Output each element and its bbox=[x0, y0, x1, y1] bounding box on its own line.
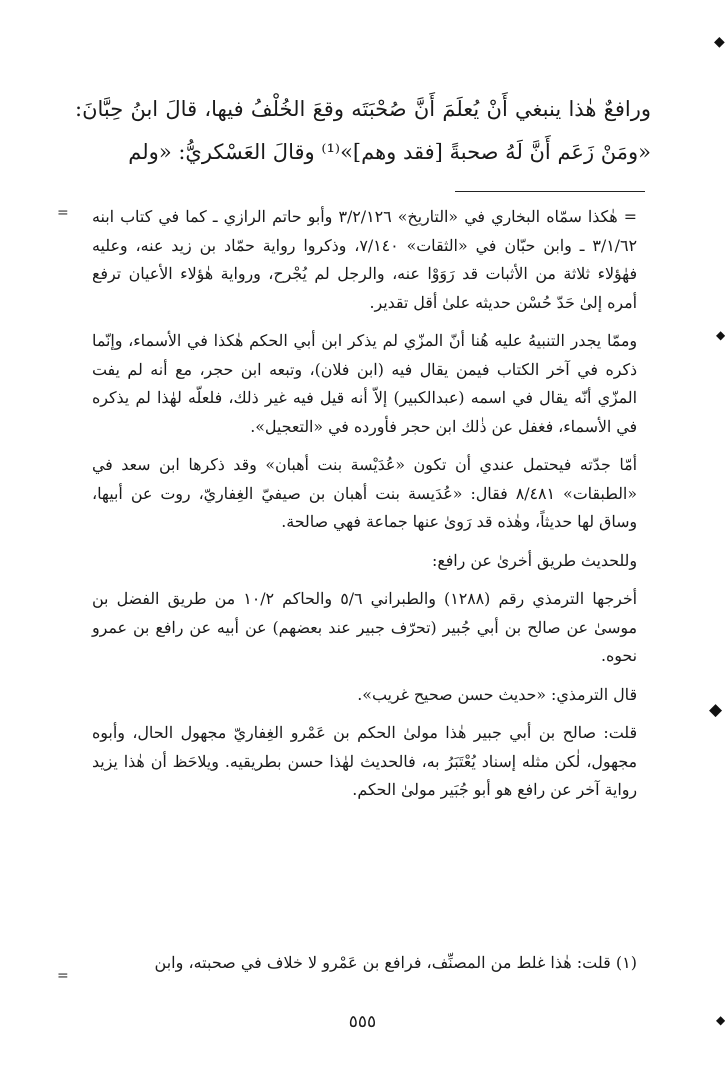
edge-mark: ◆ bbox=[709, 700, 723, 720]
commentary-paragraph: = هٰكذا سمّاه البخاري في «التاريخ» ٣/٢/١٢٦ وأبو حاتم الرازي ـ كما في كتاب ابنه ٣/١/٦٢ ـ وابن حبّان في «الثقات» ٧/١٤٠، وذكروا رواية حمّاد بن زيد عنه، وعليه فهٰؤلاء ثلاثة من الأثبات قد رَوَوْا عنه، والرجل لم يُجْرح، ورواية هٰؤلاء الأعيان ترفع أمره إلىٰ حَدّ حُسْن حديثه علىٰ أقل تقدير. bbox=[92, 207, 637, 312]
commentary-paragraph: وللحديث طريق أخرىٰ عن رافع: bbox=[432, 550, 637, 570]
main-text: ورافعٌ هٰذا ينبغي أَنْ يُعلَمَ أَنَّ صُحْبَتَه وقعَ الخُلْفُ فيها، قالَ ابنُ حِبَّانَ: «ومَنْ زَعَم أَنَّ لَهُ صحبةً [فقد وهم]»⁽¹⁾ وقالَ العَسْكريُّ: «ولم bbox=[75, 97, 651, 164]
commentary-paragraph: قلت: صالح بن أبي جبير هٰذا مولىٰ الحكم بن عَمْرو الغِفاريّ مجهول الحال، وأبوه مجهول، لٰكن مثله إسناد يُعْتَبَرُ به، فالحديث لهٰذا حسن بطريقيه. ويلاحَظ أن هٰذا يزيد رواية آخر عن رافع هو أبو جُبَير مولىٰ الحكم. bbox=[92, 723, 637, 799]
commentary-paragraph: أمّا جدّته فيحتمل عندي أن تكون «عُدَيْسة بنت أهبان» وقد ذكرها ابن سعد في «الطبقات» ٨/٤٨١ فقال: «عُدَيسة بنت أهبان بن صيفيّ الغِفاريّ، روت عن أبيها، وساق لها حديثاً، وهٰذه قد رَوىٰ عنها جماعة فهي صالحة. bbox=[92, 455, 637, 531]
edge-mark: ◆ bbox=[716, 328, 725, 342]
commentary-paragraph: أخرجها الترمذي رقم (١٢٨٨) والطبراني ٥/٦ والحاكم ١٠/٢ من طريق الفضل بن موسىٰ عن صالح بن أبي جُبير (تحرّف جبير عند بعضهم) عن أبيه عن رافع بن عمرو نحوه. bbox=[92, 589, 638, 665]
footnote-separator bbox=[455, 191, 645, 192]
commentary-paragraph: وممّا يجدر التنبيهُ عليه هُنا أنّ المزّي لم يذكر ابن أبي الحكم هٰكذا في الأسماء، وإنّما ذكره في آخر الكتاب فيمن يقال فيه (ابن فلان)، وتبعه ابن حجر، مع أنه لم يفت المزّي أنّه يقال في اسمه (عبدالكبير) إلاّ أنه قيل فيه غير ذلك، فلعلّه لهٰذا لم يذكره في الأسماء، فغفل عن ذٰلك ابن حجر فأورده في «التعجيل». bbox=[92, 331, 637, 436]
commentary-paragraph: قال الترمذي: «حديث حسن صحيح غريب». bbox=[357, 684, 637, 704]
continuation-mark: = bbox=[57, 968, 69, 984]
continuation-mark: = bbox=[57, 205, 69, 221]
commentary bbox=[92, 203, 637, 805]
footnote: (١) قلت: هٰذا غلط من المصنِّف، فرافع بن عَمْرو لا خلاف في صحبته، وابن bbox=[154, 953, 637, 972]
edge-mark: ◆ bbox=[714, 34, 725, 50]
page-number: ٥٥٥ bbox=[348, 1012, 377, 1032]
edge-mark: ◆ bbox=[716, 1013, 725, 1027]
